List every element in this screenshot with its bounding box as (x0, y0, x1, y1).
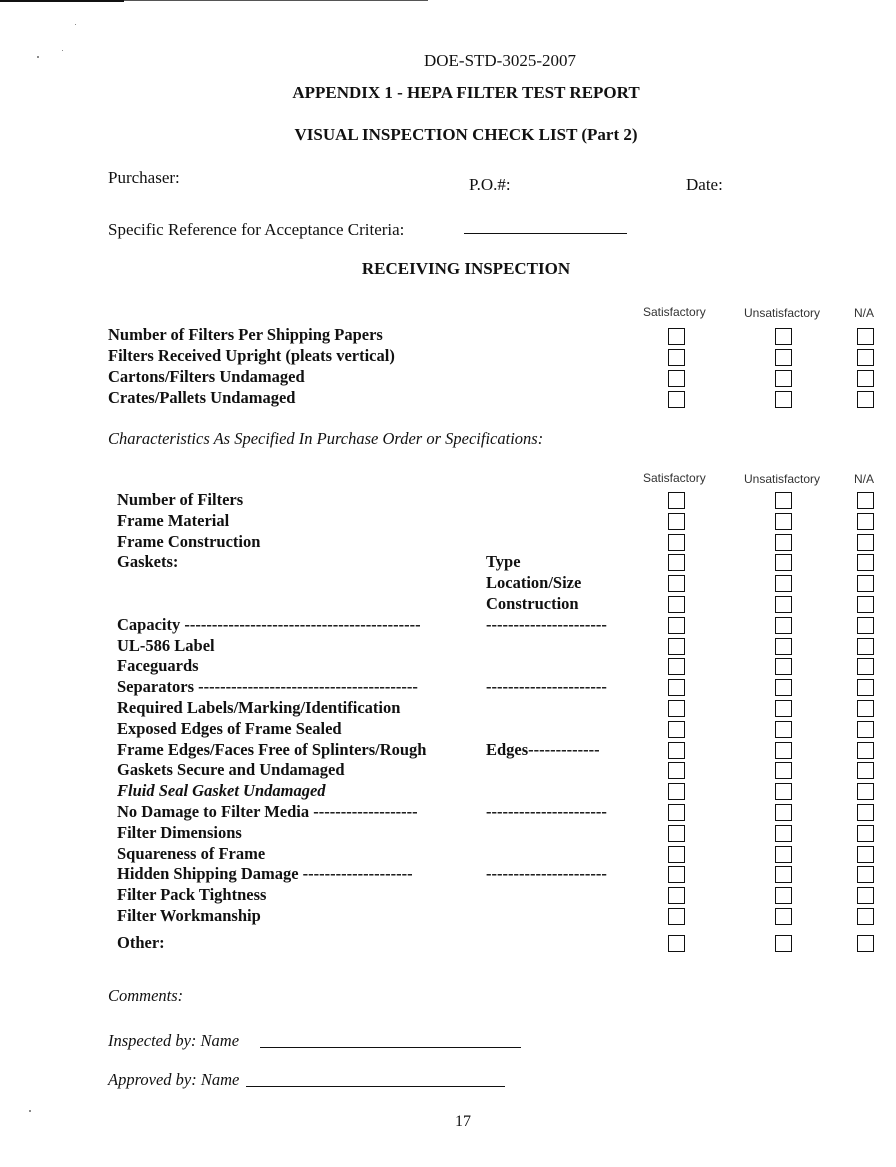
checkbox-unsatisfactory[interactable] (775, 679, 792, 696)
checkbox-unsatisfactory[interactable] (775, 935, 792, 952)
checkbox-na[interactable] (857, 825, 874, 842)
checkbox-satisfactory[interactable] (668, 554, 685, 571)
checkbox-na[interactable] (857, 700, 874, 717)
checkbox-na[interactable] (857, 391, 874, 408)
purchaser-label: Purchaser: (108, 168, 180, 187)
checkbox-satisfactory[interactable] (668, 846, 685, 863)
checkbox-unsatisfactory[interactable] (775, 328, 792, 345)
characteristic-item: Separators ---------------------------------------- (117, 677, 418, 697)
checkbox-satisfactory[interactable] (668, 762, 685, 779)
checkbox-satisfactory[interactable] (668, 492, 685, 509)
checkbox-satisfactory[interactable] (668, 866, 685, 883)
col-na: N/A (854, 306, 875, 320)
checkbox-na[interactable] (857, 554, 874, 571)
checkbox-unsatisfactory[interactable] (775, 866, 792, 883)
checkbox-na[interactable] (857, 721, 874, 738)
checkbox-unsatisfactory[interactable] (775, 492, 792, 509)
receiving-item: Filters Received Upright (pleats vertical) (108, 346, 395, 365)
col-unsatisfactory: Unsatisfactory (744, 472, 821, 486)
characteristic-subitem: Type (486, 552, 521, 572)
characteristic-subitem: ---------------------- (486, 864, 607, 884)
checkbox-unsatisfactory[interactable] (775, 804, 792, 821)
col-unsatisfactory: Unsatisfactory (744, 306, 821, 320)
checkbox-satisfactory[interactable] (668, 534, 685, 551)
checkbox-na[interactable] (857, 679, 874, 696)
checkbox-na[interactable] (857, 935, 874, 952)
characteristics-intro: Characteristics As Specified In Purchase Order or Specifications: (108, 429, 544, 448)
reference-line[interactable] (464, 233, 627, 234)
checkbox-satisfactory[interactable] (668, 700, 685, 717)
po-label: P.O.#: (469, 175, 511, 194)
characteristic-item: Capacity ------------------------------------------- (117, 614, 421, 634)
characteristic-item: Exposed Edges of Frame Sealed (117, 718, 342, 738)
checkbox-satisfactory[interactable] (668, 742, 685, 759)
checkbox-satisfactory[interactable] (668, 721, 685, 738)
col-satisfactory: Satisfactory (643, 305, 706, 319)
checkbox-satisfactory[interactable] (668, 575, 685, 592)
comments-label: Comments: (108, 986, 184, 1005)
checkbox-na[interactable] (857, 804, 874, 821)
characteristic-subitem: Location/Size (486, 573, 582, 593)
checkbox-satisfactory[interactable] (668, 804, 685, 821)
checkbox-unsatisfactory[interactable] (775, 783, 792, 800)
checkbox-satisfactory[interactable] (668, 908, 685, 925)
checkbox-na[interactable] (857, 762, 874, 779)
checkbox-unsatisfactory[interactable] (775, 617, 792, 634)
checkbox-unsatisfactory[interactable] (775, 554, 792, 571)
characteristic-item: Frame Construction (117, 531, 261, 551)
checkbox-unsatisfactory[interactable] (775, 534, 792, 551)
checkbox-na[interactable] (857, 492, 874, 509)
characteristic-item: Other: (117, 932, 165, 952)
checkbox-na[interactable] (857, 658, 874, 675)
characteristic-item: Number of Filters (117, 490, 244, 509)
checkbox-unsatisfactory[interactable] (775, 596, 792, 613)
checkbox-satisfactory[interactable] (668, 658, 685, 675)
inspected-by-label: Inspected by: Name (108, 1031, 240, 1050)
checkbox-na[interactable] (857, 575, 874, 592)
checkbox-na[interactable] (857, 908, 874, 925)
approved-by-line[interactable] (246, 1086, 505, 1087)
checkbox-unsatisfactory[interactable] (775, 721, 792, 738)
checklist-title: VISUAL INSPECTION CHECK LIST (Part 2) (294, 125, 638, 144)
checkbox-satisfactory[interactable] (668, 513, 685, 530)
col-na: N/A (854, 472, 875, 486)
characteristic-item: Hidden Shipping Damage -------------------- (117, 864, 413, 884)
characteristic-item: Filter Pack Tightness (117, 885, 267, 905)
characteristic-subitem: ---------------------- (486, 677, 607, 697)
characteristic-subitem: ---------------------- (486, 802, 607, 821)
checkbox-na[interactable] (857, 596, 874, 613)
characteristic-subitem: Edges------------- (486, 739, 600, 759)
scan-speck (29, 1110, 31, 1112)
checkbox-na[interactable] (857, 370, 874, 387)
checkbox-na[interactable] (857, 617, 874, 634)
checkbox-unsatisfactory[interactable] (775, 391, 792, 408)
checkbox-na[interactable] (857, 328, 874, 345)
checkbox-satisfactory[interactable] (668, 783, 685, 800)
page-number: 17 (455, 1113, 471, 1130)
checkbox-unsatisfactory[interactable] (775, 762, 792, 779)
checkbox-satisfactory[interactable] (668, 887, 685, 904)
checkbox-unsatisfactory[interactable] (775, 742, 792, 759)
characteristic-item: Frame Edges/Faces Free of Splinters/Rough (117, 739, 427, 759)
checkbox-na[interactable] (857, 638, 874, 655)
receiving-title: RECEIVING INSPECTION (361, 259, 571, 278)
characteristic-subitem: ---------------------- (486, 614, 607, 634)
characteristic-item: UL-586 Label (117, 635, 215, 655)
checkbox-unsatisfactory[interactable] (775, 825, 792, 842)
checkbox-na[interactable] (857, 846, 874, 863)
characteristic-item: No Damage to Filter Media ------------------- (117, 802, 418, 821)
checkbox-satisfactory[interactable] (668, 596, 685, 613)
checkbox-satisfactory[interactable] (668, 328, 685, 345)
scan-speck (37, 56, 39, 58)
appendix-title: APPENDIX 1 - HEPA FILTER TEST REPORT (292, 83, 640, 102)
checkbox-na[interactable] (857, 887, 874, 904)
reference-label: Specific Reference for Acceptance Criteria: (108, 220, 405, 239)
checkbox-unsatisfactory[interactable] (775, 700, 792, 717)
checkbox-satisfactory[interactable] (668, 391, 685, 408)
col-satisfactory: Satisfactory (643, 471, 706, 485)
receiving-item: Cartons/Filters Undamaged (108, 367, 305, 386)
checkbox-na[interactable] (857, 513, 874, 530)
checkbox-na[interactable] (857, 866, 874, 883)
checkbox-satisfactory[interactable] (668, 825, 685, 842)
checkbox-satisfactory[interactable] (668, 935, 685, 952)
checkbox-satisfactory[interactable] (668, 617, 685, 634)
characteristic-item: Faceguards (117, 656, 199, 676)
checkbox-satisfactory[interactable] (668, 370, 685, 387)
characteristic-item: Required Labels/Marking/Identification (117, 698, 401, 717)
characteristic-subitem: Construction (486, 594, 579, 613)
document-id: DOE-STD-3025-2007 (423, 51, 577, 70)
receiving-item: Number of Filters Per Shipping Papers (108, 325, 383, 344)
characteristic-item: Filter Workmanship (117, 906, 261, 925)
checkbox-na[interactable] (857, 742, 874, 759)
characteristic-item: Filter Dimensions (117, 822, 242, 842)
characteristic-item: Fluid Seal Gasket Undamaged (117, 781, 326, 801)
checkbox-na[interactable] (857, 534, 874, 551)
checkbox-unsatisfactory[interactable] (775, 908, 792, 925)
checkbox-satisfactory[interactable] (668, 638, 685, 655)
checkbox-unsatisfactory[interactable] (775, 887, 792, 904)
checkbox-unsatisfactory[interactable] (775, 349, 792, 366)
characteristic-item: Gaskets: (117, 552, 179, 572)
checkbox-unsatisfactory[interactable] (775, 513, 792, 530)
checkbox-unsatisfactory[interactable] (775, 658, 792, 675)
receiving-item: Crates/Pallets Undamaged (108, 388, 296, 407)
checkbox-unsatisfactory[interactable] (775, 638, 792, 655)
scan-speck (75, 24, 76, 25)
approved-by-label: Approved by: Name (108, 1070, 240, 1089)
characteristic-item: Squareness of Frame (117, 843, 266, 863)
inspected-by-line[interactable] (260, 1047, 521, 1048)
checkbox-na[interactable] (857, 349, 874, 366)
date-label: Date: (686, 175, 723, 194)
checkbox-unsatisfactory[interactable] (775, 846, 792, 863)
checkbox-na[interactable] (857, 783, 874, 800)
characteristic-item: Frame Material (117, 510, 230, 530)
characteristic-item: Gaskets Secure and Undamaged (117, 760, 345, 780)
checkbox-unsatisfactory[interactable] (775, 370, 792, 387)
checkbox-satisfactory[interactable] (668, 679, 685, 696)
top-rule-thick (0, 0, 124, 2)
checkbox-unsatisfactory[interactable] (775, 575, 792, 592)
checkbox-satisfactory[interactable] (668, 349, 685, 366)
